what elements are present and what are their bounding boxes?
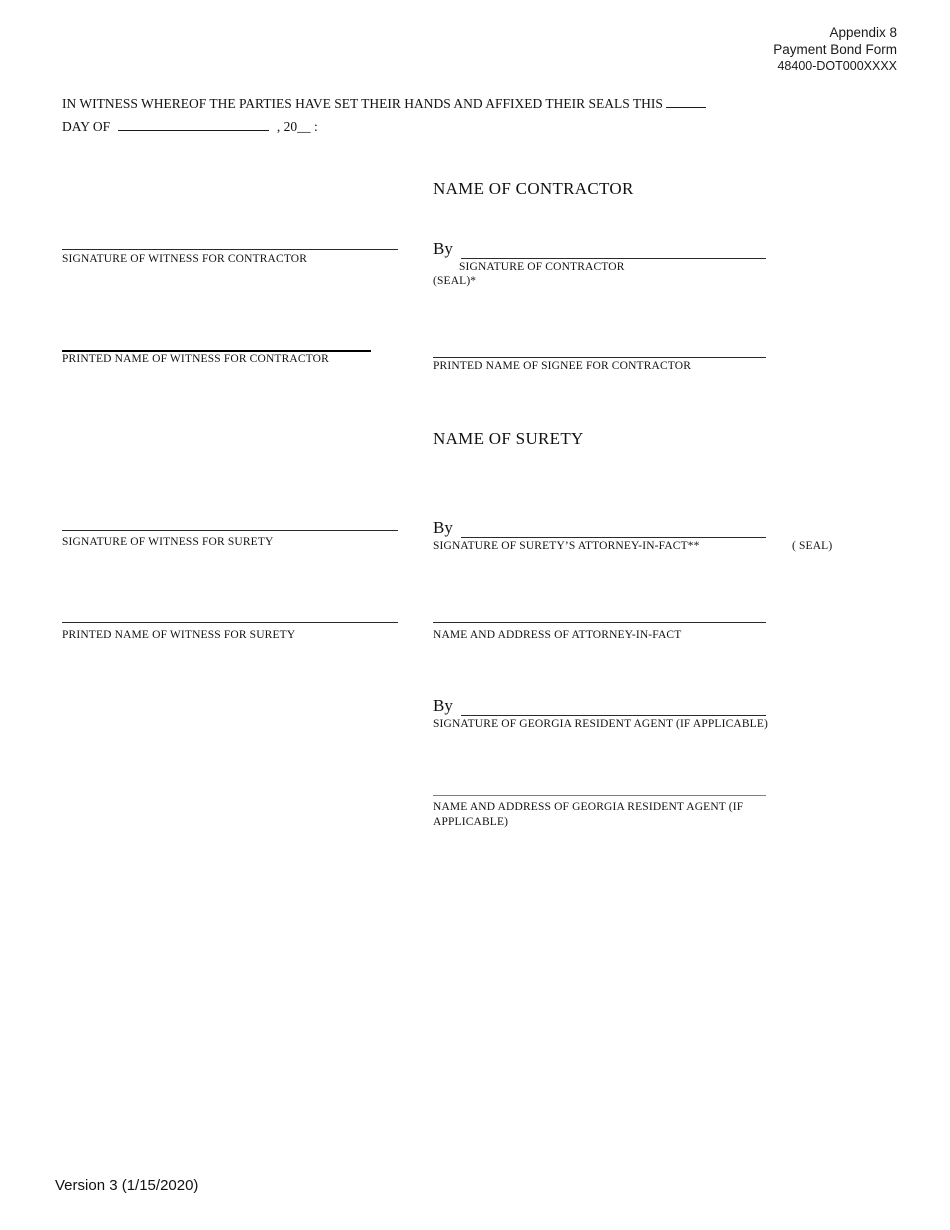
resident-agent-name-address-field[interactable] [433, 782, 766, 796]
document-header [773, 24, 897, 75]
day-blank-field[interactable] [666, 95, 706, 108]
witness-clause-paragraph [62, 92, 832, 138]
contractor-seal-label: (SEAL)* [433, 275, 477, 287]
contractor-signature-field[interactable] [461, 238, 766, 259]
surety-attorney-signature-label: SIGNATURE OF SURETY’S ATTORNEY-IN-FACT** [433, 540, 700, 552]
contractor-signee-printed-name-field[interactable] [433, 344, 766, 358]
surety-witness-printed-name-field[interactable] [62, 609, 398, 623]
contractor-witness-signature-field[interactable] [62, 249, 398, 250]
year-suffix-label: , 20__ : [276, 119, 318, 134]
contractor-by-label: By [433, 239, 453, 258]
contractor-signee-printed-name-label: PRINTED NAME OF SIGNEE FOR CONTRACTOR [433, 360, 692, 372]
contractor-witness-printed-name-field[interactable] [62, 337, 371, 352]
attorney-name-address-label: NAME AND ADDRESS OF ATTORNEY-IN-FACT [433, 629, 682, 641]
appendix-label: Appendix 8 [829, 25, 897, 40]
month-blank-field[interactable] [118, 118, 269, 131]
surety-witness-printed-name-label: PRINTED NAME OF WITNESS FOR SURETY [62, 629, 296, 641]
form-name-label: Payment Bond Form [773, 42, 897, 57]
resident-agent-name-address-label: NAME AND ADDRESS OF GEORGIA RESIDENT AGENT (IF APPLICABLE) [433, 801, 744, 828]
attorney-name-address-field[interactable] [433, 609, 766, 623]
surety-seal-label: ( SEAL) [792, 540, 833, 552]
day-of-label: DAY OF [62, 119, 111, 134]
surety-section-heading: NAME OF SURETY [433, 429, 584, 448]
contractor-witness-printed-name-label: PRINTED NAME OF WITNESS FOR CONTRACTOR [62, 353, 329, 365]
resident-agent-signature-field[interactable] [461, 695, 766, 716]
surety-attorney-signature-field[interactable] [461, 517, 766, 538]
surety-witness-signature-field[interactable] [62, 517, 398, 531]
version-label: Version 3 (1/15/2020) [55, 1177, 199, 1194]
contractor-section-heading: NAME OF CONTRACTOR [433, 179, 634, 198]
surety-witness-signature-label: SIGNATURE OF WITNESS FOR SURETY [62, 536, 274, 548]
contractor-witness-signature-label: SIGNATURE OF WITNESS FOR CONTRACTOR [62, 253, 308, 265]
surety-by-label: By [433, 518, 453, 537]
witness-clause-line1: IN WITNESS WHEREOF THE PARTIES HAVE SET THEIR HANDS AND AFFIXED THEIR SEALS THIS [62, 96, 663, 111]
resident-agent-signature-label: SIGNATURE OF GEORGIA RESIDENT AGENT (IF APPLICABLE) [433, 718, 768, 730]
resident-agent-by-label: By [433, 696, 453, 715]
form-number-label: 48400-DOT000XXXX [777, 59, 897, 73]
contractor-signature-label: SIGNATURE OF CONTRACTOR [459, 261, 625, 273]
